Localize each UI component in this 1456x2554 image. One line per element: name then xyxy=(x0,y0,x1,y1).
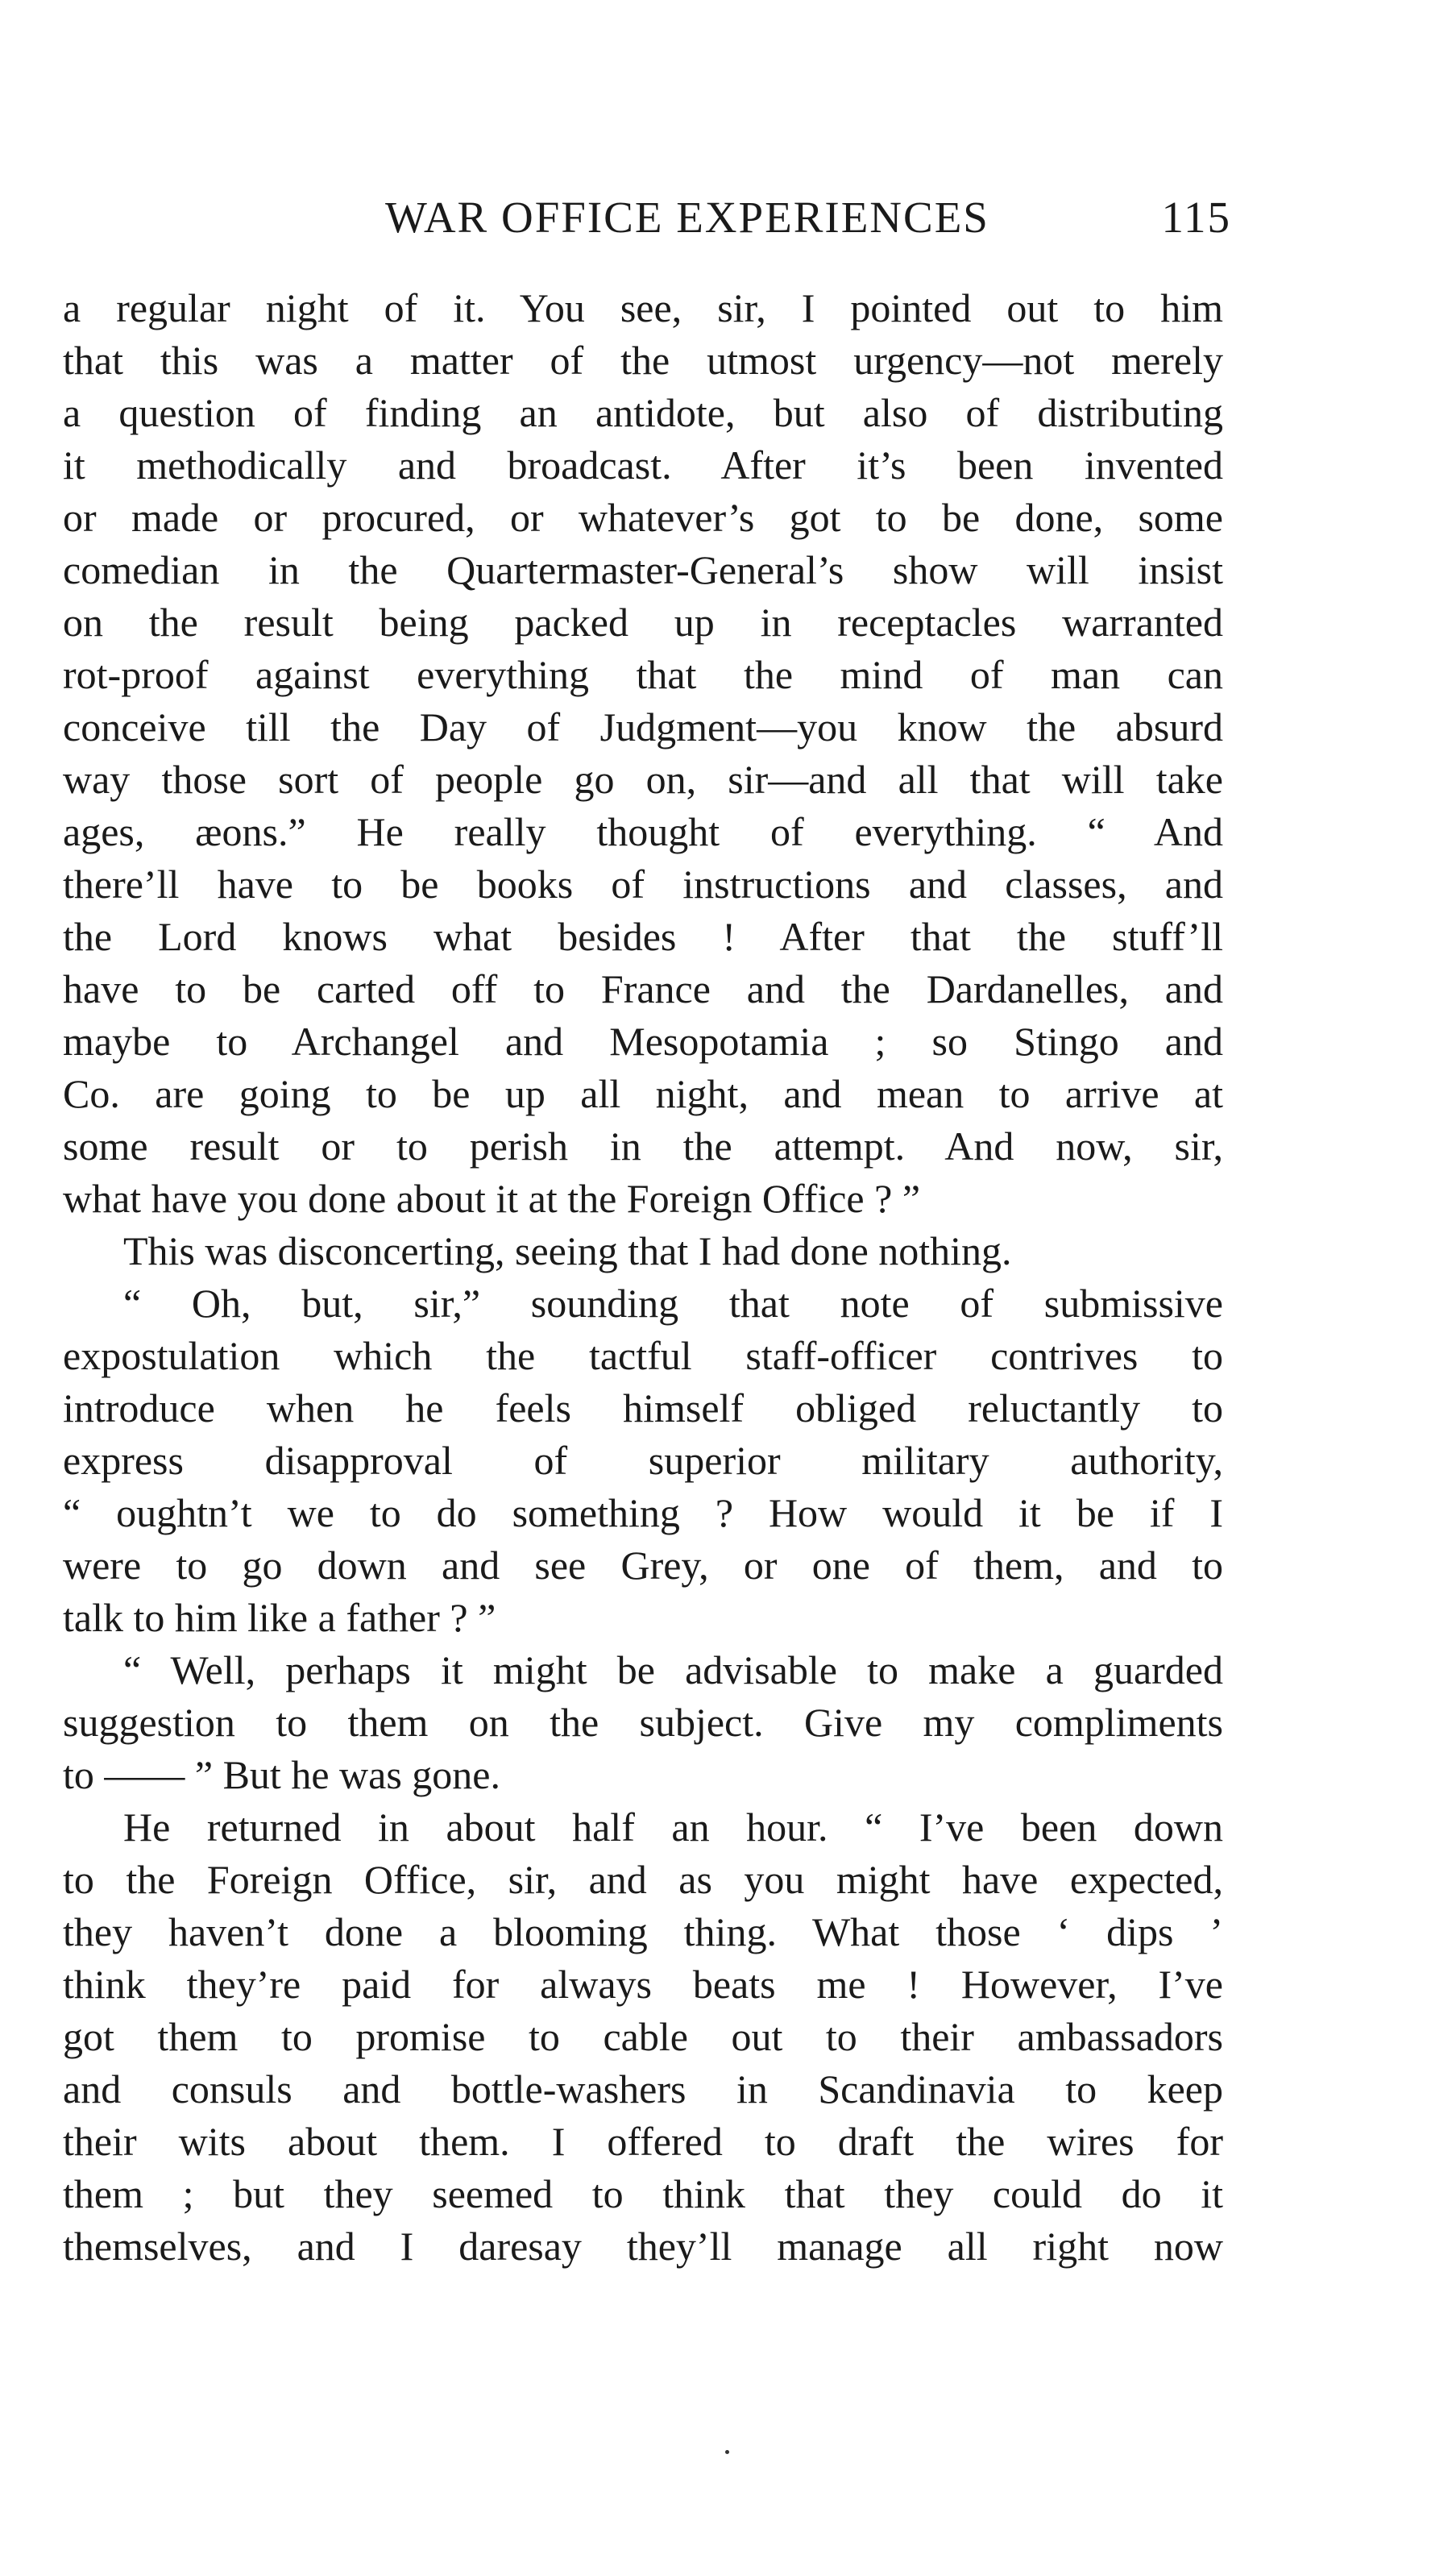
text-line: it methodically and broadcast. After it’s been invented xyxy=(63,442,1223,488)
text-line: to the Foreign Office, sir, and as you might have expected, xyxy=(63,1857,1223,1902)
paragraph-start-line: He returned in about half an hour. “ I’ve been down xyxy=(123,1804,1223,1850)
text-line: or made or procured, or whatever’s got to be done, some xyxy=(63,495,1223,540)
text-line: themselves, and I daresay they’ll manage all right now xyxy=(63,2224,1223,2269)
text-line: a regular night of it. You see, sir, I pointed out to him xyxy=(63,285,1223,330)
running-title: WAR OFFICE EXPERIENCES xyxy=(385,193,989,242)
text-line: expostulation which the tactful staff-officer contrives to xyxy=(63,1333,1223,1378)
text-line: some result or to perish in the attempt. And now, sir, xyxy=(63,1123,1223,1169)
page-mark-dot xyxy=(725,2450,729,2454)
text-line: “ oughtn’t we to do something ? How would it be if I xyxy=(63,1490,1223,1535)
text-line: what have you done about it at the Foreign Office ? ” xyxy=(63,1176,921,1221)
text-line: introduce when he feels himself obliged reluctantly to xyxy=(63,1385,1223,1431)
page-number: 115 xyxy=(1161,193,1231,242)
text-line: their wits about them. I offered to draft the wires for xyxy=(63,2119,1223,2164)
paragraph-start-line: “ Well, perhaps it might be advisable to make a guarded xyxy=(123,1647,1223,1692)
paragraph-start-line: “ Oh, but, sir,” sounding that note of submissive xyxy=(123,1281,1223,1326)
text-line: and consuls and bottle-washers in Scandinavia to keep xyxy=(63,2066,1223,2112)
text-line: them ; but they seemed to think that they could do it xyxy=(63,2171,1223,2216)
text-line: the Lord knows what besides ! After that the stuff’ll xyxy=(63,914,1223,959)
text-line: that this was a matter of the utmost urgency—not merely xyxy=(63,338,1223,383)
text-line: got them to promise to cable out to their ambassadors xyxy=(63,2014,1223,2059)
text-line: comedian in the Quartermaster-General’s show will insist xyxy=(63,547,1223,592)
text-line: express disapproval of superior military authority, xyxy=(63,1438,1223,1483)
text-line: Co. are going to be up all night, and mean to arrive at xyxy=(63,1071,1223,1116)
paragraph-start-line: This was disconcerting, seeing that I had done nothing. xyxy=(123,1228,1012,1273)
text-line: conceive till the Day of Judgment—you know the absurd xyxy=(63,704,1223,750)
text-line: have to be carted off to France and the Dardanelles, and xyxy=(63,966,1223,1011)
text-line: to —— ” But he was gone. xyxy=(63,1752,500,1797)
text-line: talk to him like a father ? ” xyxy=(63,1595,496,1640)
body-text xyxy=(63,282,1223,2273)
running-header xyxy=(63,192,1231,256)
text-line: there’ll have to be books of instructions and classes, and xyxy=(63,862,1223,907)
text-line: a question of finding an antidote, but also of distributing xyxy=(63,390,1223,435)
text-line: on the result being packed up in receptacles warranted xyxy=(63,600,1223,645)
text-line: they haven’t done a blooming thing. What those ‘ dips ’ xyxy=(63,1909,1223,1954)
text-line: rot-proof against everything that the mind of man can xyxy=(63,652,1223,697)
text-line: suggestion to them on the subject. Give my compliments xyxy=(63,1700,1223,1745)
text-line: ages, æons.” He really thought of everything. “ And xyxy=(63,809,1223,854)
text-line: maybe to Archangel and Mesopotamia ; so Stingo and xyxy=(63,1019,1223,1064)
text-line: were to go down and see Grey, or one of them, and to xyxy=(63,1543,1223,1588)
text-line: way those sort of people go on, sir—and all that will take xyxy=(63,757,1223,802)
text-line: think they’re paid for always beats me ! However, I’ve xyxy=(63,1962,1223,2007)
